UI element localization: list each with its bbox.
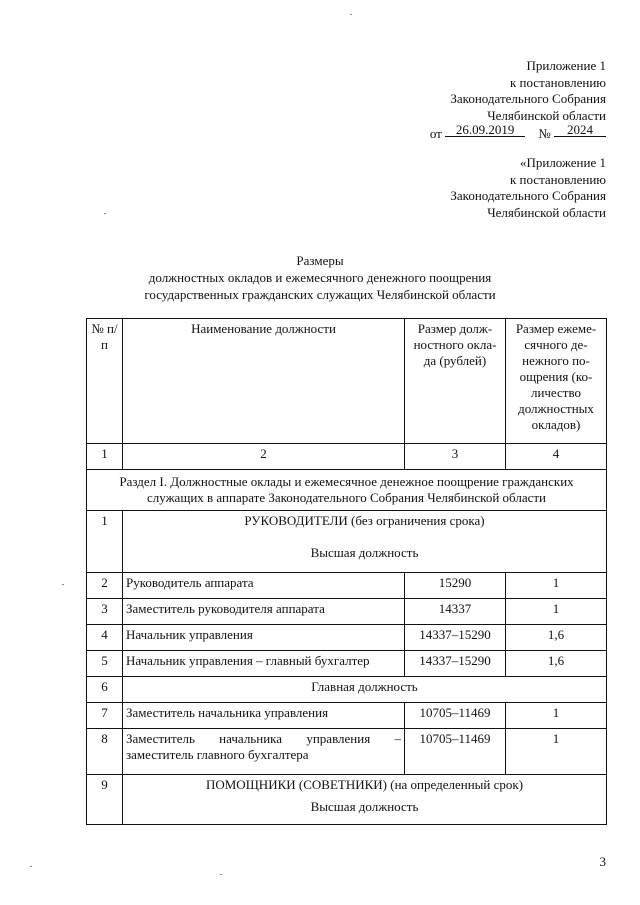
appendix-line: «Приложение 1 bbox=[519, 155, 606, 170]
appendix-line: Челябинской области bbox=[487, 204, 606, 220]
appendix-line: Законодательного Собрания bbox=[450, 188, 606, 203]
group-cell bbox=[123, 775, 607, 825]
resolution-date-number bbox=[429, 122, 606, 143]
appendix-current bbox=[430, 58, 606, 143]
table-header-row bbox=[87, 319, 607, 444]
resolution-date: 26.09.2019 bbox=[445, 123, 525, 137]
row-name: Заместитель начальника управления – заместитель главного бухгалтера bbox=[123, 729, 405, 775]
date-prefix: от bbox=[429, 126, 442, 141]
appendix-quoted bbox=[450, 155, 606, 221]
row-bonus: 1 bbox=[506, 703, 607, 729]
header-bonus: Размер ежеме-сячного де-нежного по-ощрения (ко-личество должностных окладов) bbox=[506, 319, 607, 444]
appendix-line: к постановлению bbox=[509, 171, 606, 187]
table-row bbox=[87, 775, 607, 825]
row-bonus: 1,6 bbox=[506, 625, 607, 651]
scan-speck bbox=[220, 874, 222, 875]
row-salary: 10705–11469 bbox=[405, 703, 506, 729]
row-num: 3 bbox=[87, 599, 123, 625]
row-bonus: 1 bbox=[506, 573, 607, 599]
row-salary: 14337–15290 bbox=[405, 625, 506, 651]
group-subtitle: Высшая должность bbox=[310, 799, 419, 814]
header-num: № п/п bbox=[87, 319, 123, 444]
scan-speck bbox=[350, 14, 352, 15]
group-title: РУКОВОДИТЕЛИ (без ограничения срока) bbox=[244, 513, 485, 528]
appendix-line: Приложение 1 bbox=[526, 58, 606, 73]
table-row bbox=[87, 573, 607, 599]
table-row bbox=[87, 729, 607, 775]
document-title bbox=[0, 252, 640, 303]
section-row bbox=[87, 470, 607, 511]
table-row bbox=[87, 651, 607, 677]
row-salary: 14337–15290 bbox=[405, 651, 506, 677]
scan-speck bbox=[62, 584, 64, 585]
column-number: 2 bbox=[123, 444, 405, 470]
row-num: 4 bbox=[87, 625, 123, 651]
row-name: Заместитель руководителя аппарата bbox=[123, 599, 405, 625]
row-num: 5 bbox=[87, 651, 123, 677]
resolution-number: 2024 bbox=[554, 123, 606, 137]
row-bonus: 1 bbox=[506, 729, 607, 775]
header-salary: Размер долж-ностного окла-да (рублей) bbox=[405, 319, 506, 444]
column-number: 4 bbox=[506, 444, 607, 470]
row-salary: 10705–11469 bbox=[405, 729, 506, 775]
row-num: 6 bbox=[87, 677, 123, 703]
salary-table bbox=[86, 318, 607, 825]
appendix-line: Законодательного Собрания bbox=[450, 91, 606, 106]
page-number: 3 bbox=[599, 854, 606, 869]
row-num: 9 bbox=[87, 775, 123, 825]
column-number: 1 bbox=[87, 444, 123, 470]
row-salary: 14337 bbox=[405, 599, 506, 625]
title-line: Размеры bbox=[296, 253, 344, 268]
row-num: 2 bbox=[87, 573, 123, 599]
row-bonus: 1,6 bbox=[506, 651, 607, 677]
row-num: 7 bbox=[87, 703, 123, 729]
group-title: ПОМОЩНИКИ (СОВЕТНИКИ) (на определенный срок) bbox=[205, 777, 524, 792]
row-num: 1 bbox=[87, 511, 123, 573]
table-row bbox=[87, 511, 607, 573]
title-line: государственных гражданских служащих Челябинской области bbox=[144, 287, 496, 302]
row-name: Начальник управления – главный бухгалтер bbox=[123, 651, 405, 677]
table-row bbox=[87, 677, 607, 703]
header-name: Наименование должности bbox=[123, 319, 405, 444]
number-prefix: № bbox=[538, 126, 551, 141]
group-subtitle: Высшая должность bbox=[310, 545, 419, 560]
table-row bbox=[87, 599, 607, 625]
row-name: Заместитель начальника управления bbox=[123, 703, 405, 729]
row-salary: 15290 bbox=[405, 573, 506, 599]
row-num: 8 bbox=[87, 729, 123, 775]
column-number-row bbox=[87, 444, 607, 470]
group-title: Главная должность bbox=[123, 677, 607, 703]
row-name: Руководитель аппарата bbox=[123, 573, 405, 599]
title-line: должностных окладов и ежемесячного денежного поощрения bbox=[148, 270, 492, 285]
scan-speck bbox=[104, 213, 106, 214]
row-name: Начальник управления bbox=[123, 625, 405, 651]
appendix-line: к постановлению bbox=[509, 74, 606, 90]
table-row bbox=[87, 703, 607, 729]
table-row bbox=[87, 625, 607, 651]
section-title: Раздел I. Должностные оклады и ежемесячное денежное поощрение гражданских служащих в аппарате Законодательного Собрания Челябинской области bbox=[87, 470, 607, 511]
appendix-line: Челябинской области bbox=[487, 107, 606, 123]
column-number: 3 bbox=[405, 444, 506, 470]
scan-speck bbox=[30, 866, 32, 867]
row-bonus: 1 bbox=[506, 599, 607, 625]
group-cell bbox=[123, 511, 607, 573]
